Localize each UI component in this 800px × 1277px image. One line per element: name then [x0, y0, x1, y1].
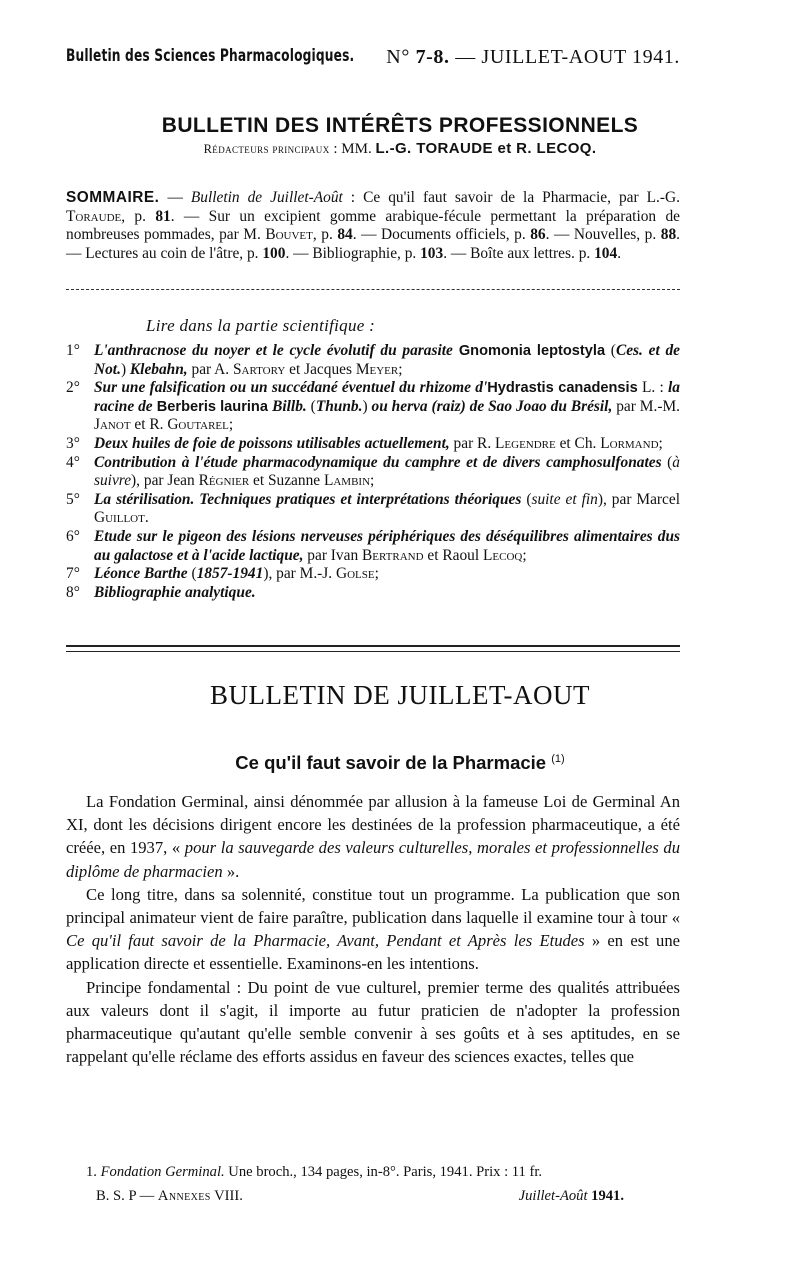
scientific-intro: Lire dans la partie scientifique :	[146, 316, 376, 335]
issue-date: — JUILLET-AOUT 1941.	[455, 46, 680, 68]
footer-text: B. S. P —	[96, 1188, 158, 1204]
item-title: Contribution à l'étude pharmacodynamique du camphre et de divers camphosulfonates	[94, 453, 662, 471]
item-title: Thunb.	[315, 397, 363, 415]
author-name: Sartory	[232, 360, 286, 378]
author-name: Lormand	[600, 434, 659, 452]
sommaire-text: —	[159, 189, 191, 206]
sommaire-text: . — Documents officiels, p.	[352, 226, 531, 244]
item-title: Sur une falsification ou un succédané éventuel du rhizome d'	[94, 379, 488, 397]
item-note: à suivre	[94, 453, 680, 490]
item-title: ou herva (raiz) de Sao Joao du Brésil,	[371, 397, 613, 415]
footer-text: VIII.	[210, 1188, 243, 1204]
separator-rule	[66, 289, 680, 290]
item-number: 1°	[66, 342, 80, 359]
footer-text: Juillet-Août	[518, 1188, 592, 1204]
paragraph-text: » en est une application directe et essentielle. Examinons-en les intentions.	[66, 931, 680, 974]
item-text: par M.-M.	[612, 397, 680, 415]
item-title: Klebahn,	[129, 360, 188, 378]
item-text: ;	[370, 472, 375, 490]
author-name: Legendre	[495, 434, 556, 452]
author-name: Golse	[335, 565, 375, 583]
separator-rule	[66, 645, 680, 652]
sommaire-text: .	[617, 244, 622, 262]
item-text: ;	[398, 360, 403, 378]
item-text: et Suzanne	[249, 472, 324, 490]
item-number: 2°	[66, 379, 80, 397]
main-title: BULLETIN DE JUILLET-AOUT	[210, 680, 590, 710]
author-name: Régnier	[198, 472, 250, 490]
item-title: la racine de	[94, 379, 680, 415]
paragraph-text: ».	[222, 861, 240, 881]
footnote-title: Fondation Germinal.	[100, 1164, 225, 1180]
paragraph	[66, 883, 680, 976]
sommaire-text: . — Nouvelles, p.	[545, 226, 661, 244]
item-number: 7°	[66, 565, 80, 583]
author-name: Meyer	[355, 360, 399, 378]
sommaire-text: . — Boîte aux lettres. p.	[443, 244, 595, 262]
item-title: Billb.	[272, 397, 307, 415]
author-name: Bouvet	[265, 226, 313, 244]
item-text: ;	[374, 565, 379, 583]
item-text: et Jacques	[285, 360, 356, 378]
paragraph-text: Ce long titre, dans sa solennité, constitue tout un programme. La publication que son principal animateur vient de faire paraître, publication dans laquelle il examine tour à tour «	[66, 884, 680, 928]
item-text: (	[306, 397, 316, 415]
item-title: Etude sur le pigeon des lésions nerveuses périphériques des déséquilibres alimentaires dus au galactose et à l'acide lactique,	[94, 527, 680, 564]
running-header	[66, 46, 680, 74]
item-number: 3°	[66, 434, 80, 452]
item-title: Bibliographie analytique.	[94, 583, 256, 601]
paragraph: Principe fondamental : Du point de vue culturel, premier terme des qualités attribuées aux valeurs dont il s'agit, il importe au futur praticien de n'adopter la profession pharmaceutique qu'autant qu'elle semble convenir à ses goûts et à ses aptitudes, en se rappelant qu'elle réclame des efforts assidus en faveur des sciences exactes, telles que	[66, 977, 680, 1067]
item-number: 6°	[66, 527, 80, 545]
author-name: Lecoq	[482, 546, 523, 564]
list-item	[66, 435, 680, 454]
item-text: ), par M.-J.	[263, 565, 336, 583]
item-note: suite et fin	[531, 490, 598, 508]
sommaire-text: , p.	[121, 207, 156, 225]
item-text: )	[120, 360, 130, 378]
list-item	[66, 565, 680, 584]
footnote	[66, 1164, 680, 1181]
sommaire-paragraph	[66, 189, 680, 263]
species-name: Berberis laurina	[152, 398, 273, 415]
editors-line	[0, 140, 800, 158]
page-ref: 88	[660, 226, 677, 244]
issue-info	[386, 46, 680, 69]
item-text: (	[187, 565, 197, 583]
item-title: Léonce Barthe	[94, 565, 188, 583]
item-text: par Ivan	[303, 546, 362, 564]
item-text: par R.	[449, 434, 496, 452]
footer-left	[96, 1188, 243, 1205]
author-name: Guillot	[94, 509, 145, 527]
item-text: (	[661, 453, 673, 471]
issue-prefix: N°	[386, 46, 410, 68]
page-ref: 81	[155, 207, 171, 225]
sommaire-text: . — Sur un excipient gomme arabique-fécule permettant la préparation de nombreuses pommades, par M.	[66, 207, 680, 244]
item-text: et R.	[130, 416, 168, 434]
item-number: 5°	[66, 490, 80, 508]
footer-year: 1941.	[591, 1188, 624, 1204]
item-text: par A.	[187, 360, 233, 378]
footnote-text: Une broch., 134 pages, in-8°. Paris, 1941. Prix : 11 fr.	[224, 1164, 543, 1180]
quote-text: Ce qu'il faut savoir de la Pharmacie, Avant, Pendant et Après les Etudes	[66, 931, 585, 951]
list-item	[66, 379, 680, 435]
page-ref: 104	[594, 244, 618, 262]
editors-names: L.-G. TORAUDE et R. LECOQ.	[375, 140, 597, 157]
professional-bulletin-title: BULLETIN DES INTÉRÊTS PROFESSIONNELS	[161, 114, 639, 137]
author-name: Bertrand	[362, 546, 424, 564]
item-title: Deux huiles de foie de poissons utilisables actuellement,	[94, 434, 450, 452]
paragraph-text: La Fondation Germinal, ainsi dénommée par allusion à la fameuse Loi de Germinal An XI, dont les décisions dirigent encore les destinées de la profession pharmaceutique, a été créée, en 1937, «	[66, 792, 680, 858]
item-text: (	[521, 490, 532, 508]
author-name: Janot	[94, 416, 131, 434]
sommaire-text: : Ce qu'il faut savoir de la Pharmacie, par L.-G.	[342, 189, 680, 206]
editors-label: Rédacteurs principaux	[203, 142, 330, 156]
footer-text: Annexes	[157, 1188, 211, 1204]
list-item	[66, 342, 680, 379]
author-name: Toraude	[66, 207, 122, 225]
issue-number: 7-8.	[415, 46, 450, 68]
item-number: 8°	[66, 583, 80, 601]
item-number: 4°	[66, 453, 80, 471]
page-ref: 84	[337, 226, 353, 244]
footnote-ref: (1)	[551, 752, 565, 765]
list-item	[66, 454, 680, 491]
item-text: L. :	[637, 379, 669, 397]
item-text: )	[362, 397, 372, 415]
page-ref: 86	[530, 226, 546, 244]
item-title: L'anthracnose du noyer et le cycle évolutif du parasite	[94, 342, 453, 359]
list-item	[66, 491, 680, 528]
item-text: ), par Marcel	[597, 490, 680, 508]
author-name: Goutarel	[167, 416, 229, 434]
item-title: La stérilisation. Techniques pratiques et interprétations théoriques	[94, 490, 522, 508]
article-title-text: Ce qu'il faut savoir de la Pharmacie	[235, 752, 547, 773]
scientific-list	[66, 342, 680, 602]
item-text: et Ch.	[555, 434, 601, 452]
sommaire-text: . — Bibliographie, p.	[285, 244, 421, 262]
item-text: .	[144, 509, 149, 527]
item-text: ;	[228, 416, 234, 434]
sommaire-text: . — Lectures au coin de l'âtre, p.	[66, 226, 680, 262]
item-title: Ces. et de Not.	[94, 342, 680, 378]
list-item	[66, 528, 680, 565]
sommaire-issue: Bulletin de Juillet-Août	[190, 189, 343, 206]
footnote-number: 1.	[86, 1164, 97, 1180]
species-name: Hydrastis canadensis	[487, 380, 638, 397]
article-title	[0, 752, 800, 774]
item-text: ), par Jean	[131, 472, 199, 490]
item-text: ;	[522, 546, 527, 564]
sommaire-label: SOMMAIRE.	[66, 189, 160, 206]
page-ref: 103	[420, 244, 444, 262]
item-text: et Raoul	[423, 546, 483, 564]
paragraph	[66, 790, 680, 883]
species-name: Gnomonia leptostyla	[452, 343, 606, 359]
journal-name: Bulletin des Sciences Pharmacologiques.	[66, 46, 355, 66]
article-body	[66, 790, 680, 1068]
item-title: 1857-1941	[196, 565, 264, 583]
author-name: Lambin	[323, 472, 371, 490]
page-ref: 100	[262, 244, 286, 262]
quote-text: pour la sauvegarde des valeurs culturelles, morales et professionnelles du diplôme de pharmacien	[66, 838, 680, 881]
list-item	[66, 584, 680, 603]
editors-sep: : MM.	[329, 141, 376, 157]
item-text: (	[605, 342, 616, 359]
sommaire-text: , p.	[312, 226, 338, 244]
item-text: ;	[658, 434, 663, 452]
footer-right	[519, 1188, 624, 1205]
